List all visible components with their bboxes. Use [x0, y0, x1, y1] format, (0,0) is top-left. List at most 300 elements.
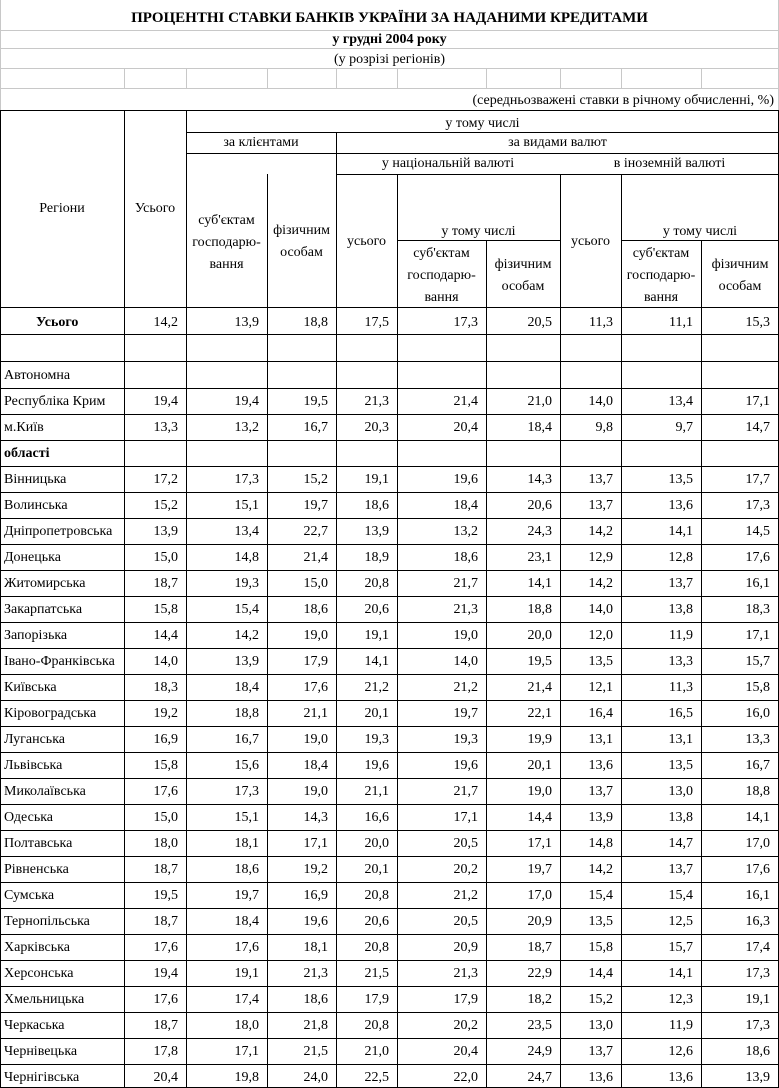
table-cell: 18,6 [303, 602, 328, 617]
table-cell: 21,1 [364, 784, 389, 799]
table-cell: 19,1 [364, 472, 389, 487]
table-cell: 15,4 [234, 602, 259, 617]
table-cell: 18,3 [153, 680, 178, 695]
table-cell: 15,4 [668, 888, 693, 903]
region-name: Харківська [4, 940, 70, 955]
table-cell: 14,8 [234, 550, 259, 565]
v-line [124, 68, 125, 88]
header-national-currency: у національній валюті [381, 156, 515, 171]
table-cell: 19,0 [303, 784, 328, 799]
table-cell: 19,2 [303, 862, 328, 877]
table-cell: 17,3 [453, 315, 478, 330]
table-cell: 18,6 [745, 1044, 770, 1059]
table-cell: 21,0 [364, 1044, 389, 1059]
table-cell: 17,6 [745, 550, 770, 565]
table-cell: 9,8 [595, 420, 613, 435]
table-cell: 19,7 [453, 706, 478, 721]
table-cell: 16,6 [364, 810, 389, 825]
h-line [0, 726, 779, 727]
h-line [0, 1064, 779, 1065]
table-cell: 20,8 [364, 576, 389, 591]
table-cell: 9,7 [675, 420, 693, 435]
table-cell: 13,5 [588, 654, 613, 669]
table-cell: 22,0 [453, 1070, 478, 1085]
table-cell: 22,5 [364, 1070, 389, 1085]
table-cell: 13,9 [745, 1070, 770, 1085]
v-line [397, 68, 398, 88]
h-line [0, 700, 779, 701]
v-line [560, 68, 561, 88]
table-cell: 19,0 [303, 732, 328, 747]
table-cell: 20,2 [453, 862, 478, 877]
table-cell: 24,0 [303, 1070, 328, 1085]
table-cell: 16,5 [668, 706, 693, 721]
h-line [0, 88, 779, 89]
table-cell: 11,3 [589, 315, 613, 330]
h-line [0, 596, 779, 597]
table-cell: 12,1 [588, 680, 613, 695]
table-cell: 20,8 [364, 1018, 389, 1033]
table-cell: 15,0 [153, 550, 178, 565]
table-cell: 14,2 [153, 315, 178, 330]
h-line [0, 908, 779, 909]
table-cell: 13,7 [588, 498, 613, 513]
table-cell: 13,8 [668, 810, 693, 825]
table-cell: 18,8 [527, 602, 552, 617]
table-cell: 14,5 [745, 524, 770, 539]
table-cell: 17,3 [745, 498, 770, 513]
table-cell: 18,4 [234, 914, 259, 929]
table-cell: 18,3 [745, 602, 770, 617]
table-cell: 18,7 [153, 576, 178, 591]
table-cell: 14,3 [527, 472, 552, 487]
table-cell: 13,9 [234, 654, 259, 669]
table-cell: 17,6 [745, 862, 770, 877]
region-name: Луганська [4, 732, 65, 747]
table-cell: 13,6 [668, 1070, 693, 1085]
h-line [0, 334, 779, 335]
h-line [186, 132, 778, 133]
table-cell: 18,7 [153, 914, 178, 929]
table-cell: 17,1 [303, 836, 328, 851]
table-cell: 13,5 [588, 914, 613, 929]
h-line [0, 882, 779, 883]
table-cell: 14,1 [745, 810, 770, 825]
table-cell: 18,8 [234, 706, 259, 721]
table-cell: 15,3 [745, 315, 770, 330]
h-line [0, 648, 779, 649]
region-name: Полтавська [4, 836, 73, 851]
h-line [0, 778, 779, 779]
h-line [0, 674, 779, 675]
v-line [0, 110, 1, 1087]
h-line [0, 361, 779, 362]
table-cell: 24,3 [527, 524, 552, 539]
table-cell: 17,3 [234, 472, 259, 487]
table-cell: 14,4 [527, 810, 552, 825]
table-cell: 16,9 [303, 888, 328, 903]
table-cell: 13,5 [668, 472, 693, 487]
region-name: Хмельницька [4, 992, 85, 1007]
h-line [0, 440, 779, 441]
table-cell: 21,2 [453, 888, 478, 903]
label-autonomous: Автономна [4, 368, 71, 383]
region-name: Дніпропетровська [4, 524, 113, 539]
table-cell: 19,0 [303, 628, 328, 643]
h-line [0, 492, 779, 493]
table-cell: 20,5 [453, 914, 478, 929]
header-clients-individuals: фізичним особам [273, 223, 330, 260]
table-cell: 19,0 [453, 628, 478, 643]
table-cell: 17,5 [364, 315, 389, 330]
table-cell: 17,6 [153, 784, 178, 799]
table-cell: 16,1 [745, 888, 770, 903]
table-cell: 18,1 [303, 940, 328, 955]
h-line [0, 30, 779, 31]
header-total: Усього [134, 201, 176, 216]
table-cell: 17,9 [453, 992, 478, 1007]
table-cell: 20,0 [364, 836, 389, 851]
table-cell: 20,2 [453, 1018, 478, 1033]
table-cell: 17,7 [745, 472, 770, 487]
table-cell: 13,1 [588, 732, 613, 747]
table-cell: 14,4 [588, 966, 613, 981]
table-cell: 15,0 [153, 810, 178, 825]
table-cell: 18,8 [745, 784, 770, 799]
table-cell: 13,9 [153, 524, 178, 539]
table-cell: 15,2 [153, 498, 178, 513]
table-cell: 17,9 [303, 654, 328, 669]
table-cell: 16,3 [745, 914, 770, 929]
table-cell: 17,1 [745, 394, 770, 409]
table-cell: 14,7 [668, 836, 693, 851]
table-cell: 17,4 [234, 992, 259, 1007]
table-cell: 19,3 [364, 732, 389, 747]
table-cell: 12,0 [588, 628, 613, 643]
table-cell: 22,7 [303, 524, 328, 539]
table-cell: 15,0 [303, 576, 328, 591]
table-cell: 24,7 [527, 1070, 552, 1085]
table-cell: 20,1 [527, 758, 552, 773]
table-cell: 17,1 [745, 628, 770, 643]
v-line [0, 0, 1, 110]
table-cell: 21,4 [453, 394, 478, 409]
header-clients-business: суб'єктам господарю-вання [192, 213, 261, 272]
table-cell: 19,6 [364, 758, 389, 773]
table-cell: 13,2 [234, 420, 259, 435]
table-cell: 14,1 [527, 576, 552, 591]
header-by-currency: за видами валют [508, 135, 607, 150]
region-name: Запорізька [4, 628, 68, 643]
table-cell: 20,1 [364, 706, 389, 721]
table-cell: 16,1 [745, 576, 770, 591]
region-name: Рівненська [4, 862, 69, 877]
table-cell: 20,4 [453, 1044, 478, 1059]
table-cell: 13,0 [668, 784, 693, 799]
table-cell: 21,1 [303, 706, 328, 721]
h-line [0, 466, 779, 467]
units-note: (середньозважені ставки в річному обчисленні, %) [472, 93, 774, 108]
table-cell: 19,1 [234, 966, 259, 981]
table-cell: 18,1 [234, 836, 259, 851]
table-cell: 19,4 [153, 394, 178, 409]
table-cell: 13,9 [588, 810, 613, 825]
table-cell: 13,1 [668, 732, 693, 747]
table-cell: 13,6 [668, 498, 693, 513]
header-national-individuals: фізичним особам [494, 257, 552, 294]
h-line [0, 986, 779, 987]
h-line [0, 934, 779, 935]
header-foreign-currency: в іноземній валюті [613, 156, 726, 171]
table-cell: 14,2 [588, 524, 613, 539]
table-cell: 19,5 [303, 394, 328, 409]
table-cell: 24,9 [527, 1044, 552, 1059]
h-line [336, 174, 778, 175]
table-cell: 23,1 [527, 550, 552, 565]
table-cell: 19,0 [527, 784, 552, 799]
table-cell: 12,3 [668, 992, 693, 1007]
table-cell: 19,9 [527, 732, 552, 747]
table-cell: 20,6 [527, 498, 552, 513]
table-cell: 21,4 [303, 550, 328, 565]
table-cell: 22,9 [527, 966, 552, 981]
region-name: м.Київ [4, 420, 44, 435]
table-cell: 11,9 [669, 1018, 693, 1033]
table-cell: 15,1 [234, 498, 259, 513]
table-cell: 13,5 [668, 758, 693, 773]
table-cell: 19,7 [303, 498, 328, 513]
table-cell: 18,0 [153, 836, 178, 851]
table-cell: 16,7 [745, 758, 770, 773]
h-line [0, 856, 779, 857]
table-cell: 14,3 [303, 810, 328, 825]
header-national-business: суб'єктам господарю-вання [407, 246, 476, 305]
label-oblasts: області [4, 446, 50, 461]
header-by-clients: за клієнтами [223, 135, 299, 150]
v-line [267, 68, 268, 88]
table-cell: 13,7 [588, 1044, 613, 1059]
table-cell: 15,8 [153, 758, 178, 773]
table-cell: 22,1 [527, 706, 552, 721]
header-foreign-total: усього [571, 234, 610, 249]
table-cell: 12,9 [588, 550, 613, 565]
h-line [0, 68, 779, 69]
header-foreign-including: у тому числі [662, 224, 738, 239]
table-cell: 17,2 [153, 472, 178, 487]
table-cell: 15,7 [668, 940, 693, 955]
v-line [336, 68, 337, 88]
table-cell: 13,3 [745, 732, 770, 747]
table-cell: 13,6 [588, 758, 613, 773]
table-cell: 13,6 [588, 1070, 613, 1085]
table-cell: 17,3 [745, 1018, 770, 1033]
region-name: Херсонська [4, 966, 74, 981]
table-cell: 18,8 [303, 315, 328, 330]
table-cell: 13,9 [234, 315, 259, 330]
table-cell: 17,0 [527, 888, 552, 903]
header-national-total: усього [347, 234, 386, 249]
h-line [0, 518, 779, 519]
table-cell: 19,4 [234, 394, 259, 409]
region-name: Кіровоградська [4, 706, 97, 721]
table-cell: 15,6 [234, 758, 259, 773]
table-cell: 14,4 [153, 628, 178, 643]
table-cell: 20,5 [453, 836, 478, 851]
h-line [0, 388, 779, 389]
h-line [621, 240, 778, 241]
table-subtitle: у грудні 2004 року [332, 32, 447, 47]
table-cell: 14,2 [234, 628, 259, 643]
table-subtitle-regions: (у розрізі регіонів) [333, 52, 445, 67]
table-cell: 13,7 [588, 472, 613, 487]
table-cell: 15,7 [745, 654, 770, 669]
table-cell: 18,6 [234, 862, 259, 877]
table-cell: 19,8 [234, 1070, 259, 1085]
table-cell: 19,5 [153, 888, 178, 903]
table-cell: 14,8 [588, 836, 613, 851]
table-cell: 19,4 [153, 966, 178, 981]
region-name: Сумська [4, 888, 55, 903]
table-cell: 14,0 [588, 602, 613, 617]
header-including: у тому числі [445, 116, 520, 131]
table-cell: 20,4 [453, 420, 478, 435]
table-cell: 13,2 [453, 524, 478, 539]
table-cell: 21,2 [364, 680, 389, 695]
table-cell: 13,9 [364, 524, 389, 539]
table-cell: 16,4 [588, 706, 613, 721]
table-cell: 14,0 [453, 654, 478, 669]
table-cell: 20,5 [527, 315, 552, 330]
region-name: Усього [36, 315, 79, 330]
table-cell: 15,2 [588, 992, 613, 1007]
table-cell: 14,7 [745, 420, 770, 435]
v-line [186, 68, 187, 88]
table-cell: 15,2 [303, 472, 328, 487]
table-cell: 17,4 [745, 940, 770, 955]
table-cell: 18,7 [153, 1018, 178, 1033]
header-foreign-individuals: фізичним особам [711, 257, 769, 294]
h-line [0, 570, 779, 571]
table-cell: 21,3 [453, 602, 478, 617]
table-cell: 19,7 [234, 888, 259, 903]
table-cell: 17,1 [234, 1044, 259, 1059]
table-cell: 18,4 [453, 498, 478, 513]
h-line [0, 1038, 779, 1039]
table-cell: 13,3 [668, 654, 693, 669]
table-cell: 13,4 [234, 524, 259, 539]
table-cell: 18,7 [527, 940, 552, 955]
table-title: ПРОЦЕНТНІ СТАВКИ БАНКІВ УКРАЇНИ ЗА НАДАНИМИ КРЕДИТАМИ [131, 10, 648, 26]
table-cell: 20,4 [153, 1070, 178, 1085]
table-cell: 17,1 [453, 810, 478, 825]
table-cell: 12,8 [668, 550, 693, 565]
header-regions: Регіони [39, 201, 85, 216]
table-cell: 14,0 [588, 394, 613, 409]
h-line [0, 414, 779, 415]
header-national-including: у тому числі [441, 224, 516, 239]
table-cell: 18,6 [364, 498, 389, 513]
table-cell: 20,0 [527, 628, 552, 643]
table-cell: 20,1 [364, 862, 389, 877]
table-cell: 18,4 [234, 680, 259, 695]
table-cell: 21,3 [453, 966, 478, 981]
v-line [621, 68, 622, 88]
region-name: Івано-Франківська [4, 654, 115, 669]
h-line [397, 240, 560, 241]
table-cell: 18,6 [453, 550, 478, 565]
table-cell: 19,6 [453, 758, 478, 773]
table-cell: 13,8 [668, 602, 693, 617]
table-cell: 18,6 [303, 992, 328, 1007]
table-cell: 15,8 [745, 680, 770, 695]
table-cell: 11,9 [669, 628, 693, 643]
h-line [186, 153, 778, 154]
table-cell: 19,1 [364, 628, 389, 643]
h-line [0, 544, 779, 545]
region-name: Тернопільська [4, 914, 90, 929]
table-cell: 17,6 [153, 940, 178, 955]
region-name: Миколаївська [4, 784, 86, 799]
table-cell: 21,5 [303, 1044, 328, 1059]
region-name: Черкаська [4, 1018, 65, 1033]
region-name: Київська [4, 680, 57, 695]
table-cell: 13,7 [668, 862, 693, 877]
h-line [0, 1012, 779, 1013]
table-cell: 21,8 [303, 1018, 328, 1033]
table-cell: 16,7 [234, 732, 259, 747]
h-line [0, 960, 779, 961]
table-cell: 21,4 [527, 680, 552, 695]
table-cell: 18,4 [303, 758, 328, 773]
table-cell: 14,0 [153, 654, 178, 669]
table-cell: 17,8 [153, 1044, 178, 1059]
table-cell: 21,2 [453, 680, 478, 695]
table-cell: 12,6 [668, 1044, 693, 1059]
region-name: Закарпатська [4, 602, 83, 617]
h-line [0, 110, 779, 111]
table-cell: 17,3 [745, 966, 770, 981]
table-cell: 11,1 [669, 315, 693, 330]
table-cell: 16,9 [153, 732, 178, 747]
region-name: Чернівецька [4, 1044, 78, 1059]
table-cell: 15,1 [234, 810, 259, 825]
table-cell: 20,9 [527, 914, 552, 929]
table-cell: 21,7 [453, 576, 478, 591]
table-cell: 20,8 [364, 888, 389, 903]
table-cell: 19,3 [453, 732, 478, 747]
table-cell: 18,2 [527, 992, 552, 1007]
table-cell: 21,0 [527, 394, 552, 409]
table-cell: 13,7 [668, 576, 693, 591]
h-line [0, 752, 779, 753]
table-cell: 17,9 [364, 992, 389, 1007]
table-cell: 13,4 [668, 394, 693, 409]
region-name: Донецька [4, 550, 61, 565]
h-line [0, 48, 779, 49]
table-cell: 14,2 [588, 576, 613, 591]
region-name: Одеська [4, 810, 54, 825]
h-line [0, 830, 779, 831]
table-cell: 17,6 [303, 680, 328, 695]
table-cell: 18,0 [234, 1018, 259, 1033]
table-cell: 12,5 [668, 914, 693, 929]
table-cell: 13,7 [588, 784, 613, 799]
table-cell: 15,8 [153, 602, 178, 617]
table-cell: 20,3 [364, 420, 389, 435]
table-cell: 15,8 [588, 940, 613, 955]
v-line [486, 68, 487, 88]
table-cell: 19,6 [453, 472, 478, 487]
